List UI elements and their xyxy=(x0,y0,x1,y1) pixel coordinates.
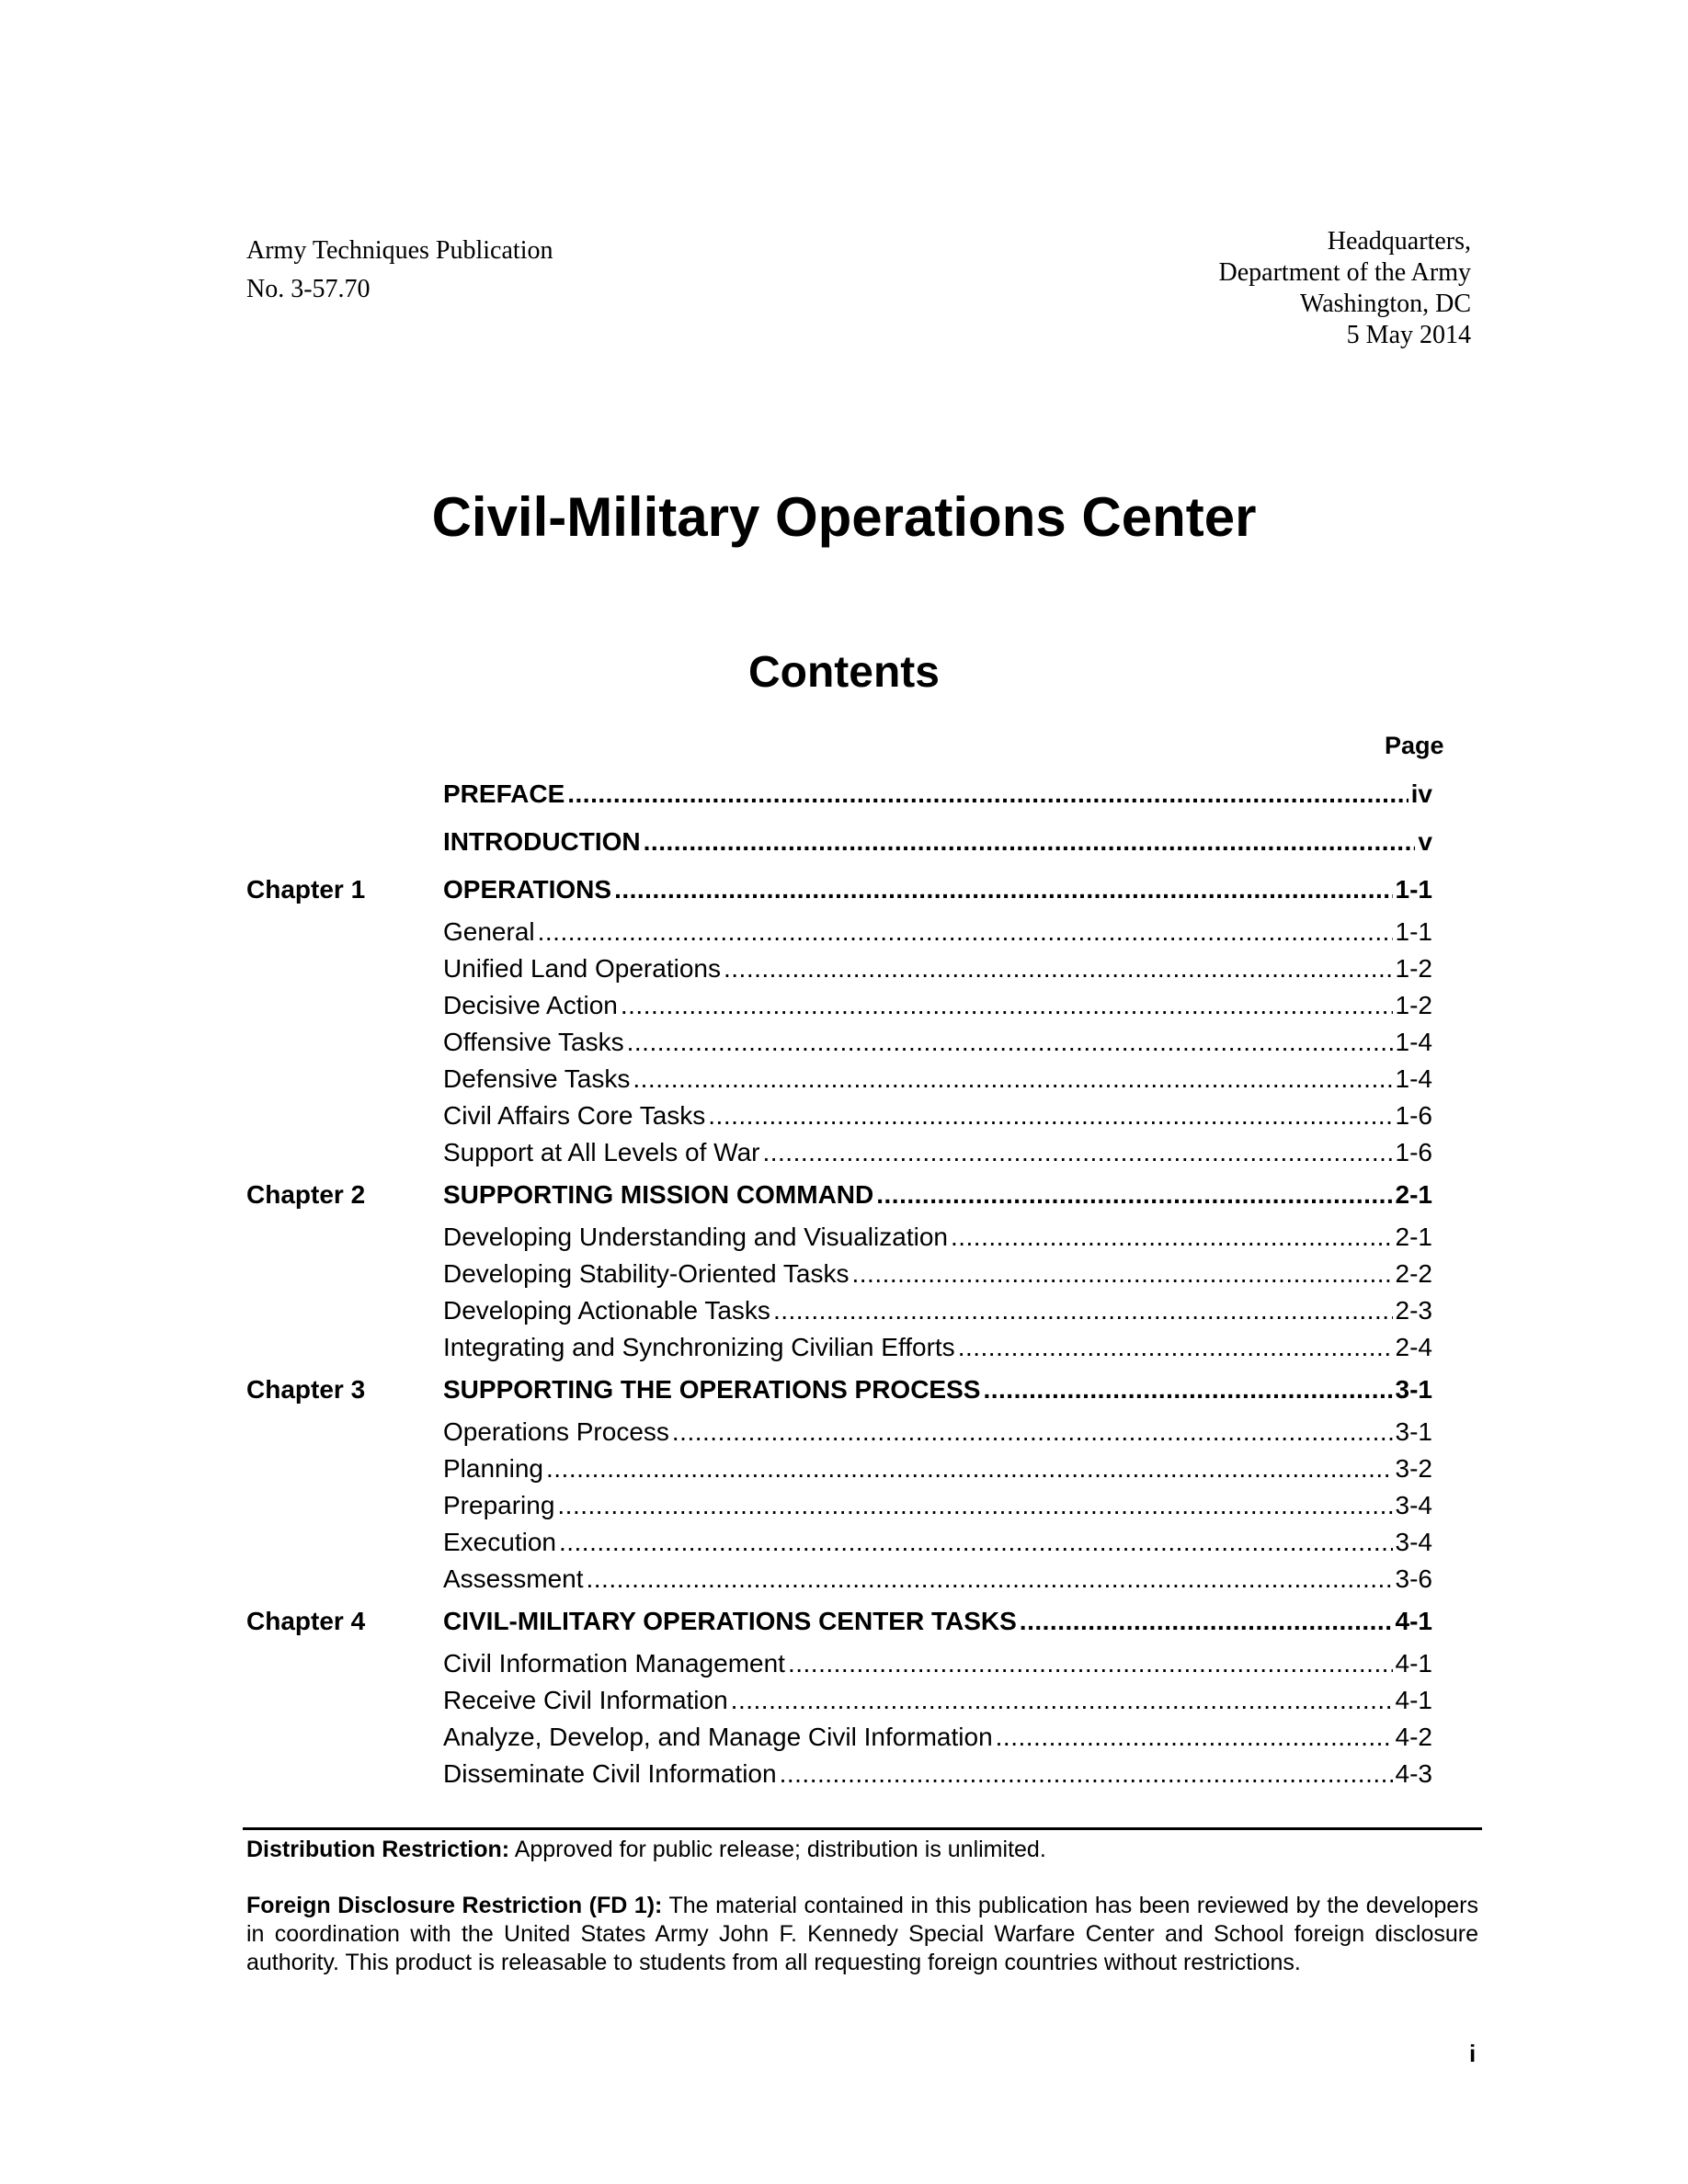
toc-entry-title: Support at All Levels of War xyxy=(443,1138,760,1166)
toc-section-entry[interactable] xyxy=(246,987,1432,1024)
dot-leader xyxy=(559,1524,1393,1561)
toc-entry-page: 3-6 xyxy=(1395,1564,1432,1593)
toc-entry-title: SUPPORTING THE OPERATIONS PROCESS xyxy=(443,1375,981,1404)
toc-chapter-heading[interactable] xyxy=(246,866,1432,914)
toc-entry-page: 4-3 xyxy=(1395,1759,1432,1788)
foreign-disclosure-label: Foreign Disclosure Restriction (FD 1): xyxy=(246,1893,663,1918)
dot-leader xyxy=(983,1366,1392,1414)
toc-entry-title: Assessment xyxy=(443,1564,584,1593)
toc-entry-page: v xyxy=(1418,827,1432,856)
toc-entry-title: Developing Stability-Oriented Tasks xyxy=(443,1259,850,1288)
chapter-label: Chapter 4 xyxy=(246,1607,366,1635)
dot-leader xyxy=(672,1414,1393,1450)
toc-entry-page: 4-1 xyxy=(1395,1607,1432,1635)
toc-entry-title: PREFACE xyxy=(443,779,565,808)
page-column-label: Page xyxy=(1385,732,1444,759)
chapter-label: Chapter 3 xyxy=(246,1375,366,1404)
toc-section-entry[interactable] xyxy=(246,1450,1432,1487)
toc-entry-page: 1-2 xyxy=(1395,954,1432,983)
toc-entry-page: 4-2 xyxy=(1395,1723,1432,1751)
toc-section-entry[interactable] xyxy=(246,1414,1432,1450)
toc-section-entry[interactable] xyxy=(246,1682,1432,1719)
dot-leader xyxy=(708,1098,1392,1134)
dot-leader xyxy=(567,770,1408,818)
toc-entry-title: Decisive Action xyxy=(443,991,618,1019)
authority-line-3: Washington, DC xyxy=(1300,290,1471,318)
toc-entry-page: 2-4 xyxy=(1395,1333,1432,1361)
toc-section-entry[interactable] xyxy=(246,1292,1432,1329)
toc-entry-page: 2-1 xyxy=(1395,1180,1432,1209)
toc-entry-title: Preparing xyxy=(443,1491,555,1519)
footer-divider xyxy=(243,1827,1482,1830)
toc-entry-page: 2-1 xyxy=(1395,1223,1432,1251)
toc-section-entry[interactable] xyxy=(246,1024,1432,1061)
toc-section-entry[interactable] xyxy=(246,1219,1432,1256)
toc-section-entry[interactable] xyxy=(246,1098,1432,1134)
toc-entry-title: Operations Process xyxy=(443,1417,669,1446)
page-number: i xyxy=(1469,2040,1477,2067)
toc-entry-introduction[interactable] xyxy=(246,818,1432,866)
toc-section-entry[interactable] xyxy=(246,1561,1432,1598)
dot-leader xyxy=(958,1329,1393,1366)
distribution-label: Distribution Restriction: xyxy=(246,1837,510,1862)
chapter-label: Chapter 1 xyxy=(246,875,366,904)
toc-entry-title: Analyze, Develop, and Manage Civil Information xyxy=(443,1723,993,1751)
toc-entry-page: 3-4 xyxy=(1395,1491,1432,1519)
toc-chapter-heading[interactable] xyxy=(246,1171,1432,1219)
toc-section-entry[interactable] xyxy=(246,1487,1432,1524)
dot-leader xyxy=(788,1645,1393,1682)
dot-leader xyxy=(538,914,1393,950)
toc-entry-preface[interactable] xyxy=(246,770,1432,818)
dot-leader xyxy=(621,987,1393,1024)
toc-entry-page: 3-1 xyxy=(1395,1375,1432,1404)
toc-entry-page: 3-1 xyxy=(1395,1417,1432,1446)
distribution-restriction xyxy=(246,1835,1478,1864)
dot-leader xyxy=(851,1256,1392,1292)
toc-entry-title: INTRODUCTION xyxy=(443,827,641,856)
toc-entry-page: iv xyxy=(1410,779,1432,808)
table-of-contents xyxy=(246,770,1432,1792)
toc-entry-title: Civil Information Management xyxy=(443,1649,785,1678)
toc-entry-title: Receive Civil Information xyxy=(443,1686,728,1714)
toc-entry-title: Planning xyxy=(443,1454,543,1483)
foreign-disclosure-restriction xyxy=(246,1892,1478,1977)
toc-section-entry[interactable] xyxy=(246,950,1432,987)
foreign-disclosure-text: The material contained in this publication has been reviewed by the developers in coordination with the United States Army John F. Kennedy Special Warfare Center and School foreign disclosure authority. This product is releasable to students from all requesting foreign countries without restrictions. xyxy=(246,1893,1478,1975)
toc-section-entry[interactable] xyxy=(246,1061,1432,1098)
document-title: Civil-Military Operations Center xyxy=(431,486,1257,548)
toc-section-entry[interactable] xyxy=(246,1645,1432,1682)
dot-leader xyxy=(780,1756,1393,1792)
toc-entry-page: 4-1 xyxy=(1395,1649,1432,1678)
dot-leader xyxy=(762,1134,1392,1171)
toc-entry-page: 3-2 xyxy=(1395,1454,1432,1483)
toc-entry-page: 1-1 xyxy=(1395,917,1432,946)
contents-heading: Contents xyxy=(748,648,940,697)
toc-entry-title: Unified Land Operations xyxy=(443,954,721,983)
toc-entry-title: Developing Understanding and Visualization xyxy=(443,1223,948,1251)
dot-leader xyxy=(773,1292,1393,1329)
toc-entry-page: 1-6 xyxy=(1395,1101,1432,1130)
publication-date: 5 May 2014 xyxy=(1346,321,1471,349)
authority-line-1: Headquarters, xyxy=(1327,227,1471,256)
toc-entry-title: CIVIL-MILITARY OPERATIONS CENTER TASKS xyxy=(443,1607,1017,1635)
toc-section-entry[interactable] xyxy=(246,914,1432,950)
toc-entry-title: Disseminate Civil Information xyxy=(443,1759,777,1788)
dot-leader xyxy=(557,1487,1392,1524)
toc-entry-page: 1-4 xyxy=(1395,1064,1432,1093)
dot-leader xyxy=(644,818,1416,866)
toc-entry-title: Developing Actionable Tasks xyxy=(443,1296,770,1325)
dot-leader xyxy=(951,1219,1393,1256)
toc-entry-page: 4-1 xyxy=(1395,1686,1432,1714)
dot-leader xyxy=(587,1561,1393,1598)
toc-section-entry[interactable] xyxy=(246,1719,1432,1756)
toc-entry-title: Civil Affairs Core Tasks xyxy=(443,1101,706,1130)
toc-section-entry[interactable] xyxy=(246,1134,1432,1171)
toc-entry-page: 1-2 xyxy=(1395,991,1432,1019)
issuing-authority-block xyxy=(1219,226,1471,351)
toc-chapter-heading[interactable] xyxy=(246,1598,1432,1645)
dot-leader xyxy=(731,1682,1393,1719)
distribution-text: Approved for public release; distribution is unlimited. xyxy=(514,1837,1046,1862)
dot-leader xyxy=(614,866,1392,914)
publication-number: No. 3-57.70 xyxy=(246,275,371,303)
toc-entry-title: OPERATIONS xyxy=(443,875,612,904)
toc-entry-page: 2-2 xyxy=(1395,1259,1432,1288)
dot-leader xyxy=(546,1450,1393,1487)
dot-leader xyxy=(996,1719,1393,1756)
toc-entry-title: Defensive Tasks xyxy=(443,1064,631,1093)
publication-type: Army Techniques Publication xyxy=(246,236,553,265)
toc-section-entry[interactable] xyxy=(246,1524,1432,1561)
toc-section-entry[interactable] xyxy=(246,1256,1432,1292)
toc-chapters xyxy=(246,866,1432,1792)
dot-leader xyxy=(1020,1598,1393,1645)
toc-entry-page: 1-1 xyxy=(1395,875,1432,904)
toc-section-entry[interactable] xyxy=(246,1329,1432,1366)
toc-entry-page: 1-6 xyxy=(1395,1138,1432,1166)
chapter-label: Chapter 2 xyxy=(246,1180,366,1209)
toc-entry-title: Offensive Tasks xyxy=(443,1028,624,1056)
toc-section-entry[interactable] xyxy=(246,1756,1432,1792)
authority-line-2: Department of the Army xyxy=(1218,258,1471,287)
dot-leader xyxy=(633,1061,1392,1098)
toc-entry-title: SUPPORTING MISSION COMMAND xyxy=(443,1180,874,1209)
toc-entry-title: General xyxy=(443,917,535,946)
toc-entry-page: 3-4 xyxy=(1395,1528,1432,1556)
dot-leader xyxy=(724,950,1393,987)
toc-entry-title: Execution xyxy=(443,1528,556,1556)
toc-chapter-heading[interactable] xyxy=(246,1366,1432,1414)
toc-entry-title: Integrating and Synchronizing Civilian Efforts xyxy=(443,1333,955,1361)
publication-id-block xyxy=(246,232,553,309)
toc-entry-page: 1-4 xyxy=(1395,1028,1432,1056)
toc-entry-page: 2-3 xyxy=(1395,1296,1432,1325)
dot-leader xyxy=(876,1171,1392,1219)
dot-leader xyxy=(627,1024,1393,1061)
